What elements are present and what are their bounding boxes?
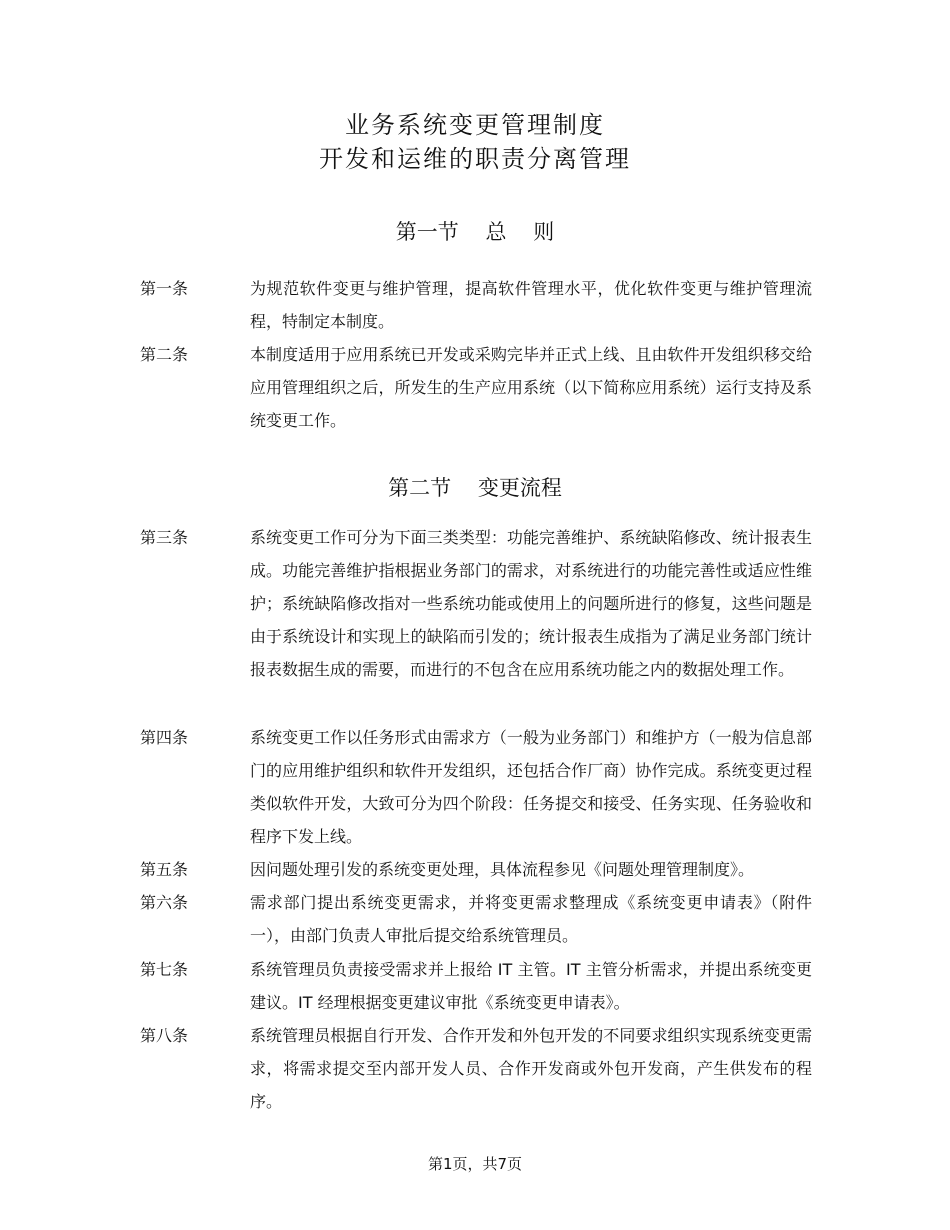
article-label: 第四条 bbox=[140, 728, 189, 747]
page-indicator: 第1页，共7页 bbox=[427, 1155, 523, 1173]
article-text: 因问题处理引发的系统变更处理，具体流程参见《问题处理管理制度》。 bbox=[250, 860, 755, 879]
article-label: 第七条 bbox=[140, 960, 189, 979]
document-title-line2: 开发和运维的职责分离管理 bbox=[319, 145, 631, 173]
article-label: 第三条 bbox=[140, 528, 189, 547]
article-label: 第五条 bbox=[140, 860, 189, 879]
article-label: 第八条 bbox=[140, 1026, 189, 1045]
article-label: 第二条 bbox=[140, 345, 189, 364]
article-label: 第六条 bbox=[140, 893, 189, 912]
article-text: 为规范软件变更与维护管理，提高软件管理水平，优化软件变更与维护管理流程，特制定本制度。 bbox=[250, 279, 812, 331]
article-text: 系统变更工作可分为下面三类类型：功能完善维护、系统缺陷修改、统计报表生成。功能完善维护指根据业务部门的需求，对系统进行的功能完善性或适应性维护；系统缺陷修改指对一些系统功能或使用上的问题所进行的修复，这些问题是由于系统设计和实现上的缺陷而引发的；统计报表生成指为了满足业务部门统计报表数据生成的需要，而进行的不包含在应用系统功能之内的数据处理工作。 bbox=[250, 528, 812, 679]
article-text: 系统变更工作以任务形式由需求方（一般为业务部门）和维护方（一般为信息部门的应用维护组织和软件开发组织，还包括合作厂商）协作完成。系统变更过程类似软件开发，大致可分为四个阶段：任务提交和接受、任务实现、任务验收和程序下发上线。 bbox=[250, 728, 812, 846]
article-text: 需求部门提出系统变更需求，并将变更需求整理成《系统变更申请表》（附件一），由部门负责人审批后提交给系统管理员。 bbox=[250, 893, 812, 945]
section-heading-general: 第一节 总 则 bbox=[395, 220, 555, 244]
article-text: 本制度适用于应用系统已开发或采购完毕并正式上线、且由软件开发组织移交给应用管理组织之后，所发生的生产应用系统（以下简称应用系统）运行支持及系统变更工作。 bbox=[250, 345, 812, 430]
article-label: 第一条 bbox=[140, 279, 189, 298]
article-text: 系统管理员负责接受需求并上报给 IT 主管。IT 主管分析需求，并提出系统变更建议。IT 经理根据变更建议审批《系统变更申请表》。 bbox=[250, 960, 812, 1012]
article-text: 系统管理员根据自行开发、合作开发和外包开发的不同要求组织实现系统变更需求，将需求提交至内部开发人员、合作开发商或外包开发商，产生供发布的程序。 bbox=[250, 1026, 812, 1111]
document-title-line1: 业务系统变更管理制度 bbox=[345, 111, 605, 139]
section-heading-change-process: 第二节 变更流程 bbox=[388, 476, 562, 500]
